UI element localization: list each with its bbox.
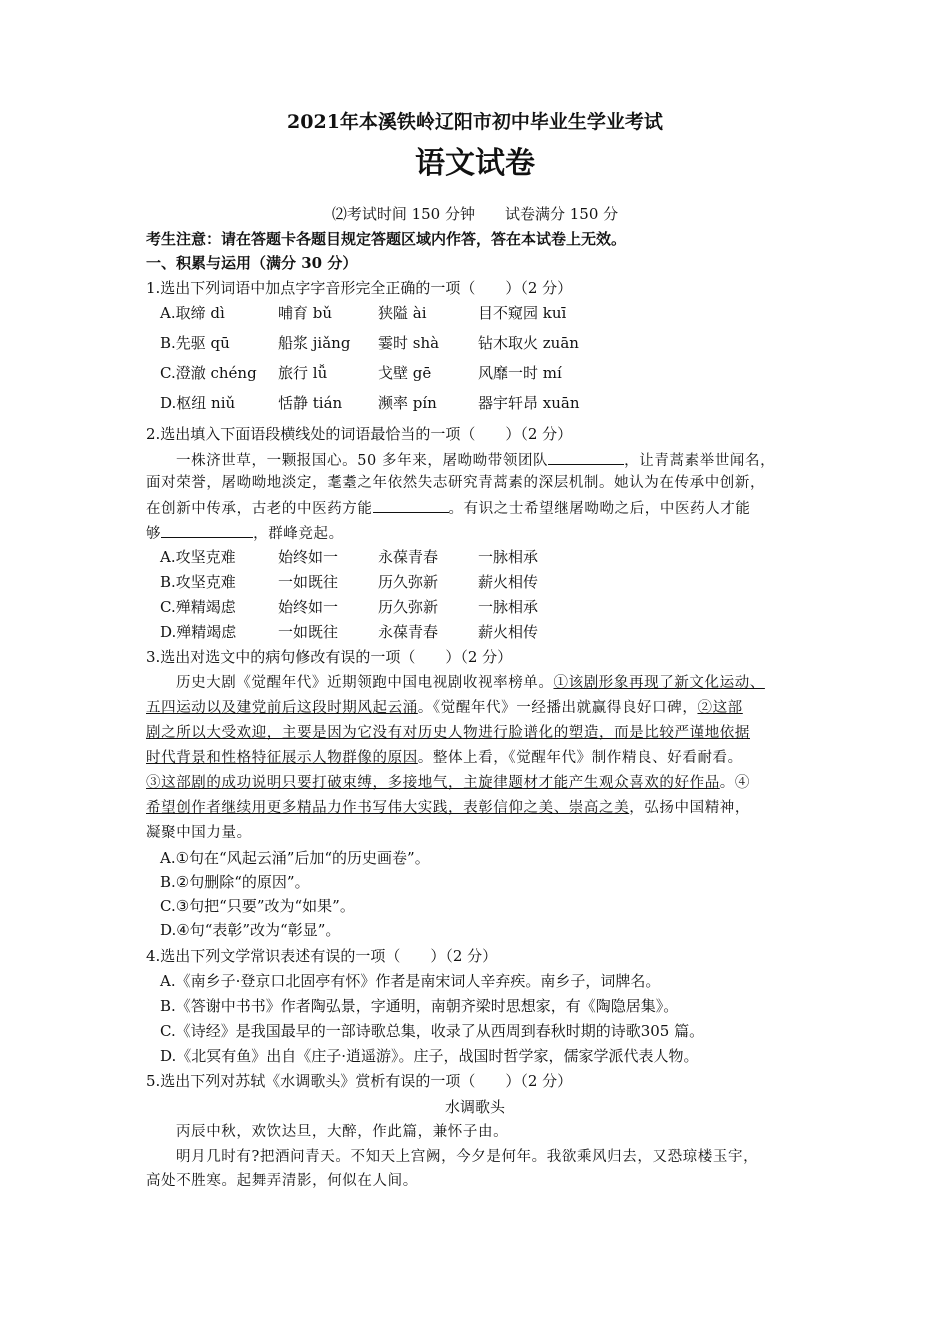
q2-item: A.攻坚克难 [160, 548, 236, 566]
q3-passage-line [146, 773, 750, 793]
q3-passage-text: 。④ [719, 775, 750, 791]
exam-info: ⑵考试时间 150 分钟 试卷满分 150 分 [331, 205, 619, 223]
candidate-notice: 考生注意：请在答题卡各题目规定答题区域内作答，答在本试卷上无效。 [146, 230, 627, 248]
question-4-stem: 4.选出下列文学常识表述有误的一项（ ）（2 分） [146, 947, 498, 965]
q1-item: 目不窥园 kuī [478, 304, 567, 322]
q2-item: 始终如一 [278, 598, 339, 616]
q2-item: 永葆青春 [378, 623, 439, 641]
q4-option: C.《诗经》是我国最早的一部诗歌总集，收录了从西周到春秋时期的诗歌305 篇。 [160, 1022, 705, 1040]
q2-item: 一如既往 [278, 573, 339, 591]
q2-item: 历久弥新 [378, 573, 439, 591]
q2-item: D.殚精竭虑 [160, 623, 237, 641]
question-2-stem: 2.选出填入下面语段横线处的词语最恰当的一项（ ）（2 分） [146, 425, 573, 443]
q3-option: A.①句在“风起云涌”后加“的历史画卷”。 [160, 849, 430, 867]
fill-blank [373, 497, 449, 513]
q2-item: 历久弥新 [378, 598, 439, 616]
q2-passage-line [146, 497, 751, 519]
q3-underlined-sentence: ①该剧形象再现了新文化运动、 [553, 675, 765, 691]
q2-item: 始终如一 [278, 548, 339, 566]
q1-item: 旅行 lǚ [278, 364, 328, 382]
q2-passage-text: 够 [146, 526, 162, 542]
q2-item: 永葆青春 [378, 548, 439, 566]
q3-underlined-sentence: ②这部 [697, 700, 743, 716]
q4-option: D.《北冥有鱼》出自《庄子·逍遥游》。庄子，战国时哲学家，儒家学派代表人物。 [160, 1047, 699, 1065]
q1-item: 哺育 bǔ [278, 304, 333, 322]
q1-item: 霎时 shà [378, 334, 440, 352]
q3-passage-line [176, 673, 765, 693]
question-1-stem: 1.选出下列词语中加点字字音形完全正确的一项（ ）（2 分） [146, 279, 573, 297]
q1-item: 钻木取火 zuān [478, 334, 579, 352]
q3-passage-text: ，弘扬中国精神， [629, 800, 751, 816]
q3-underlined-sentence: 剧之所以大受欢迎，主要是因为它没有对历史人物进行脸谱化的塑造，而是比较严谨地依据 [146, 725, 750, 741]
q2-item: C.殚精竭虑 [160, 598, 236, 616]
q1-item: C.澄澈 chéng [160, 364, 257, 382]
q2-passage-text: 在创新中传承，古老的中医药方能 [146, 501, 373, 517]
q2-passage-line: 面对荣誉，屠呦呦地淡定，耄耋之年依然失志研究青蒿素的深层机制。她认为在传承中创新， [146, 475, 766, 491]
q1-item: 濒率 pín [378, 394, 437, 412]
q1-item: 器宇轩昂 xuān [478, 394, 580, 412]
q2-passage-text: 一株济世草，一颗报国心。50 多年来，屠呦呦带领团队 [176, 453, 549, 469]
q3-option: C.③句把“只要”改为“如果”。 [160, 897, 355, 915]
q3-underlined-sentence: 希望创作者继续用更多精品力作书写伟大实践，表彰信仰之美、崇高之美 [146, 800, 630, 816]
q2-passage-line [176, 449, 775, 471]
q1-item: 风靡一时 mí [478, 364, 562, 382]
q2-item: 一如既往 [278, 623, 339, 641]
poem-title: 水调歌头 [444, 1098, 505, 1116]
question-3-stem: 3.选出对选文中的病句修改有误的一项（ ）（2 分） [146, 648, 513, 666]
exam-title: 2021年本溪铁岭辽阳市初中毕业生学业考试 [287, 111, 663, 133]
q2-passage-line [146, 522, 344, 544]
q1-item: A.取缔 dì [160, 304, 225, 322]
q3-option: D.④句“表彰”改为“彰显”。 [160, 921, 341, 939]
q2-passage-text: ，群峰竞起。 [253, 526, 344, 542]
question-5-stem: 5.选出下列对苏轼《水调歌头》赏析有误的一项（ ）（2 分） [146, 1072, 573, 1090]
poem-line: 高处不胜寒。起舞弄清影，何似在人间。 [146, 1173, 418, 1189]
q3-passage-line [146, 798, 750, 818]
q3-passage-text: 历史大剧《觉醒年代》近期领跑中国电视剧收视率榜单。 [176, 675, 554, 691]
q3-option: B.②句删除“的原因”。 [160, 873, 310, 891]
q2-item: 一脉相承 [478, 598, 539, 616]
q1-item: 戈壁 gē [378, 364, 432, 382]
q3-passage-text: 。《觉醒年代》一经播出就赢得良好口碑， [417, 700, 698, 716]
q3-passage-line [146, 748, 743, 768]
poem-line: 明月几时有?把酒问青天。不知天上宫阙，今夕是何年。我欲乘风归去，又恐琼楼玉宇， [176, 1149, 759, 1165]
fill-blank [548, 449, 624, 465]
q2-passage-text: ，让青蒿素举世闻名， [624, 453, 776, 469]
q2-item: B.攻坚克难 [160, 573, 236, 591]
q1-item: 恬静 tián [278, 394, 343, 412]
q3-passage-line [146, 723, 750, 743]
q1-item: B.先驱 qū [160, 334, 230, 352]
paper-subtitle: 语文试卷 [415, 146, 535, 181]
q2-item: 一脉相承 [478, 548, 539, 566]
section-heading: 一、积累与运用（满分 30 分） [146, 254, 358, 272]
q3-underlined-sentence: 时代背景和性格特征展示人物群像的原因 [146, 750, 418, 766]
q3-passage-text: 。整体上看，《觉醒年代》制作精良、好看耐看。 [417, 750, 743, 766]
q2-item: 薪火相传 [478, 573, 539, 591]
q2-passage-text: 。有识之士希望继屠呦呦之后，中医药人才能 [448, 501, 751, 517]
poem-preface: 丙辰中秋，欢饮达旦，大醉，作此篇，兼怀子由。 [176, 1124, 509, 1140]
q4-option: B.《答谢中书书》作者陶弘景，字通明，南朝齐梁时思想家，有《陶隐居集》。 [160, 997, 679, 1015]
q3-underlined-sentence: ③这部剧的成功说明只要打破束缚，多接地气，主旋律题材才能产生观众喜欢的好作品 [146, 775, 720, 791]
q1-item: 狭隘 ài [378, 304, 427, 322]
q1-item: 船浆 jiǎng [278, 334, 351, 352]
fill-blank [161, 522, 253, 538]
q4-option: A.《南乡子·登京口北固亭有怀》作者是南宋词人辛弃疾。南乡子，词牌名。 [160, 972, 661, 990]
q3-passage-line [146, 698, 743, 718]
q2-item: 薪火相传 [478, 623, 539, 641]
q3-passage-line: 凝聚中国力量。 [146, 825, 252, 841]
q3-underlined-sentence: 五四运动以及建党前后这段时期风起云涌 [146, 700, 418, 716]
q1-item: D.枢纽 niǔ [160, 394, 236, 412]
